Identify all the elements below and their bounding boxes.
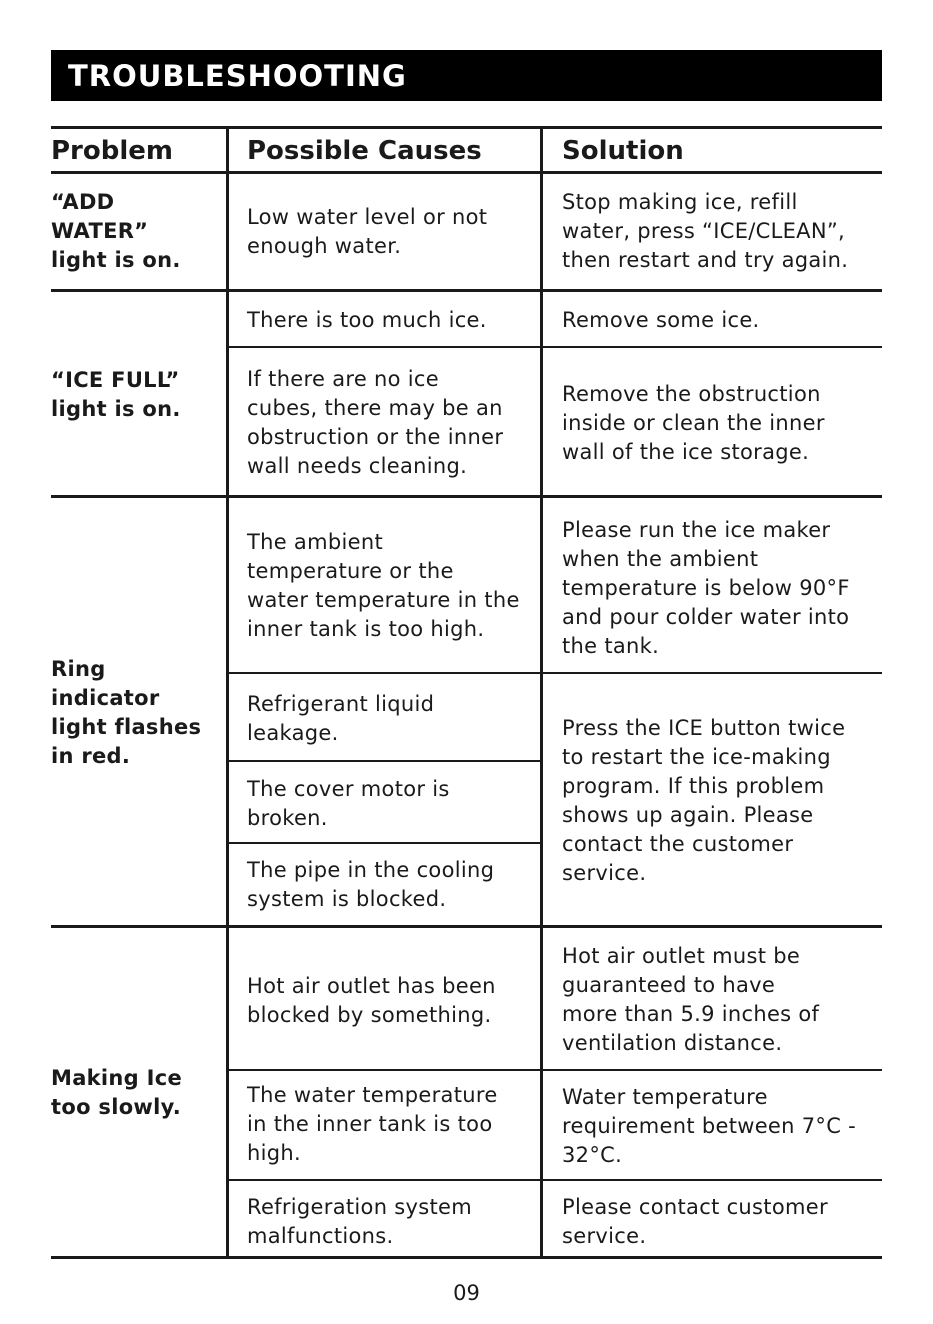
problem-ring-red: Ring indicator light flashes in red. [51,657,202,768]
sub-row-divider [227,672,882,674]
header-problem: Problem [51,136,173,166]
sub-row-divider [227,842,542,844]
header-rule [51,171,882,174]
sub-row-divider [227,1179,882,1181]
cause-pipe-blocked: The pipe in the cooling system is blocked. [247,858,495,911]
row-divider [51,925,882,928]
row-divider [51,495,882,498]
sub-row-divider [227,346,882,348]
cause-obstruction: If there are no ice cubes, there may be an obstruction or the inner wall needs cleaning. [247,367,504,478]
section-title: TROUBLESHOOTING [51,50,882,101]
cause-water-temp-high: The water temperature in the inner tank is too high. [247,1083,498,1165]
cause-refrigerant-leak: Refrigerant liquid leakage. [247,692,435,745]
page-number: 09 [453,1281,480,1305]
table-bottom-rule [51,1256,882,1259]
problem-ice-full: “ICE FULL” light is on. [51,368,181,421]
problem-slow-ice: Making Ice too slowly. [51,1066,183,1119]
cause-temperature-high: The ambient temperature or the water temperature in the inner tank is too high. [247,530,520,641]
column-divider [226,126,229,1259]
header-solution: Solution [562,136,684,166]
solution-contact-service: Please contact customer service. [562,1195,828,1248]
table-top-rule [51,126,882,129]
cause-too-much-ice: There is too much ice. [247,308,487,332]
column-divider [540,126,543,1259]
solution-remove-obstruction: Remove the obstruction inside or clean the inner wall of the ice storage. [562,382,825,464]
cause-air-outlet-blocked: Hot air outlet has been blocked by something. [247,974,496,1027]
solution-run-below-90f: Please run the ice maker when the ambient temperature is below 90°F and pour colder water into the tank. [562,518,850,658]
solution-remove-ice: Remove some ice. [562,308,760,332]
row-divider [51,289,882,292]
solution-ventilation: Hot air outlet must be guaranteed to have more than 5.9 inches of ventilation distance. [562,944,820,1055]
cause-cover-motor: The cover motor is broken. [247,777,450,830]
solution-press-ice-twice: Press the ICE button twice to restart the ice-making program. If this problem shows up again. Please contact the customer service. [562,716,846,885]
solution-water-temp-range: Water temperature requirement between 7°C - 32°C. [562,1085,857,1167]
header-possible-causes: Possible Causes [247,136,482,166]
cause-low-water: Low water level or not enough water. [247,205,488,258]
sub-row-divider [227,1069,882,1071]
cause-refrigeration-malfunction: Refrigeration system malfunctions. [247,1195,473,1248]
sub-row-divider [227,760,542,762]
problem-add-water: “ADD WATER” light is on. [51,190,181,272]
solution-refill-water: Stop making ice, refill water, press “ICE/CLEAN”, then restart and try again. [562,190,849,272]
